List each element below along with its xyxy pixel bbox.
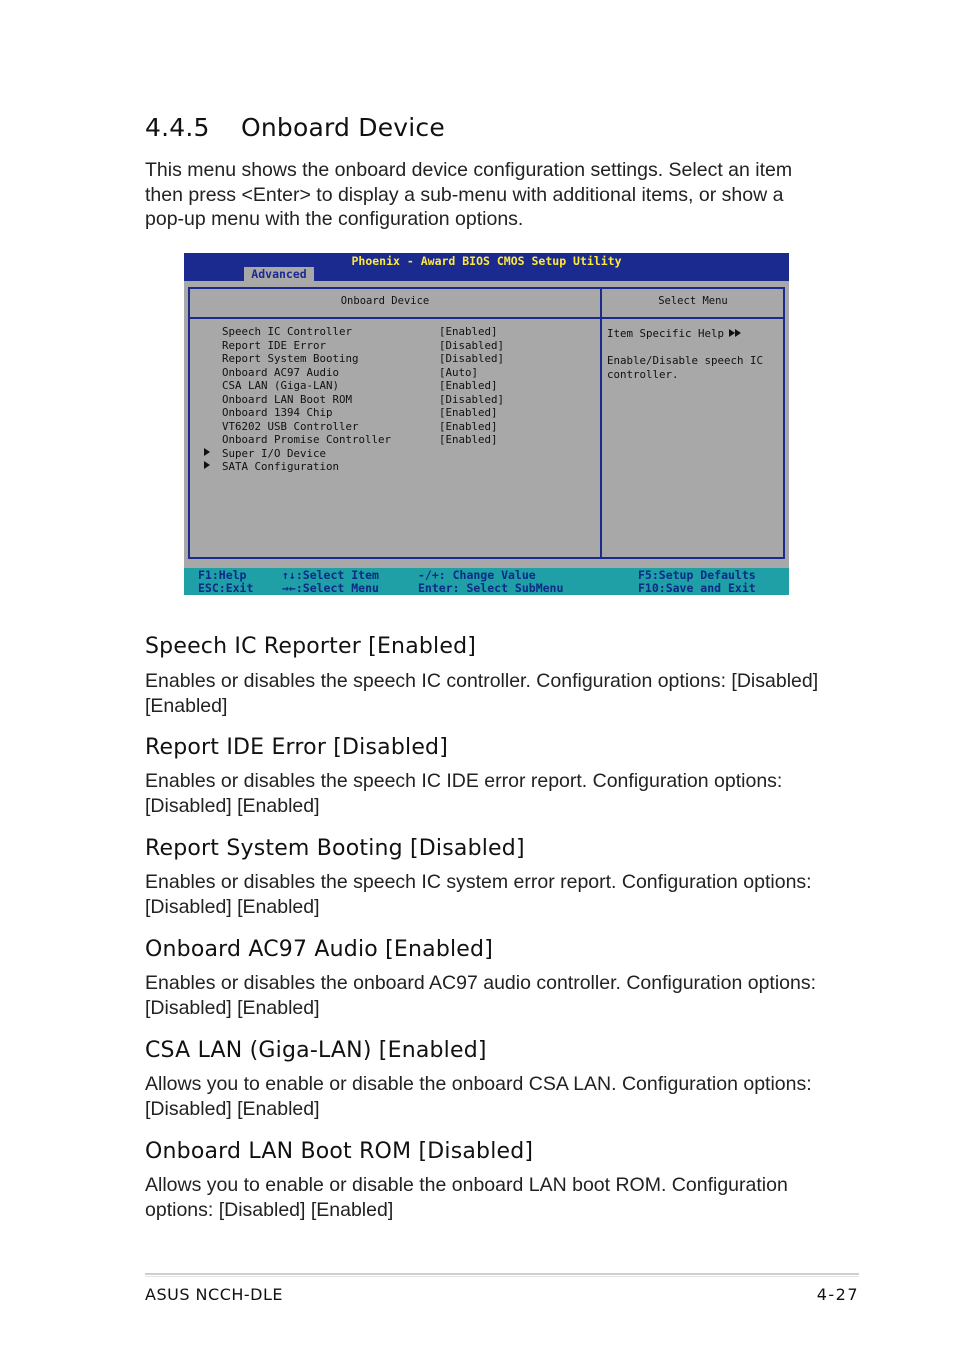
bios-item-label: Onboard LAN Boot ROM bbox=[222, 392, 353, 406]
key-select-submenu: Enter: Select SubMenu bbox=[418, 581, 564, 595]
bios-item-label: CSA LAN (Giga-LAN) bbox=[222, 379, 340, 392]
page-number: 4-27 bbox=[816, 1285, 859, 1304]
option-heading-lan-boot-rom: Onboard LAN Boot ROM [Disabled] bbox=[145, 1139, 534, 1164]
option-text-lan-boot-rom: Allows you to enable or disable the onboard LAN boot ROM. Configuration options: [Disabled] [Enabled] bbox=[145, 1174, 788, 1221]
bios-panel-divider bbox=[600, 289, 602, 557]
bios-item-speech-ic[interactable] bbox=[190, 325, 600, 339]
tab-advanced[interactable]: Advanced bbox=[244, 267, 314, 281]
key-select-item: ↑↓:Select Item bbox=[282, 568, 379, 582]
option-text-ac97: Enables or disables the onboard AC97 audio controller. Configuration options: [Disabled] [Enabled] bbox=[145, 972, 817, 1019]
section-title-text: Onboard Device bbox=[241, 113, 445, 142]
bios-item-sata-config[interactable] bbox=[190, 460, 600, 474]
bios-header-rule bbox=[190, 317, 783, 319]
bios-item-value[interactable]: [Disabled] bbox=[439, 352, 505, 365]
key-change-value: -/+: Change Value bbox=[418, 568, 536, 582]
option-heading-ac97: Onboard AC97 Audio [Enabled] bbox=[145, 937, 493, 962]
option-text-csa-lan: Allows you to enable or disable the onboard CSA LAN. Configuration options: [Disabled] [Enabled] bbox=[145, 1073, 812, 1120]
submenu-arrow-icon bbox=[204, 448, 210, 456]
bios-item-report-booting[interactable] bbox=[190, 352, 600, 366]
bios-item-1394[interactable] bbox=[190, 406, 600, 420]
bios-item-label: Report IDE Error bbox=[222, 338, 327, 352]
bios-item-promise[interactable] bbox=[190, 433, 600, 447]
option-heading-speech-ic: Speech IC Reporter [Enabled] bbox=[145, 634, 477, 659]
bios-item-value[interactable]: [Disabled] bbox=[439, 392, 505, 406]
bios-title-bar bbox=[184, 253, 789, 281]
bios-item-value[interactable]: [Disabled] bbox=[439, 338, 505, 352]
section-number: 4.4.5 bbox=[145, 113, 210, 142]
option-text-speech-ic: Enables or disables the speech IC controller. Configuration options: [Disabled] [Enabled] bbox=[145, 670, 819, 717]
bios-item-label: SATA Configuration bbox=[222, 460, 340, 473]
bios-key-legend bbox=[184, 568, 789, 595]
option-heading-report-ide: Report IDE Error [Disabled] bbox=[145, 735, 449, 760]
bios-item-lan-boot-rom[interactable] bbox=[190, 393, 600, 407]
bios-right-header: Select Menu bbox=[658, 295, 728, 307]
bios-item-label: Onboard 1394 Chip bbox=[222, 406, 333, 419]
help-title: Item Specific Help bbox=[607, 327, 725, 340]
bios-item-list bbox=[190, 325, 600, 474]
bios-left-header: Onboard Device bbox=[340, 295, 430, 307]
help-text: Enable/Disable speech IC controller. bbox=[607, 354, 764, 381]
bios-item-value[interactable]: [Enabled] bbox=[439, 406, 498, 419]
bios-item-ac97[interactable] bbox=[190, 366, 600, 380]
option-heading-csa-lan: CSA LAN (Giga-LAN) [Enabled] bbox=[145, 1038, 487, 1063]
bios-item-label: Onboard Promise Controller bbox=[222, 433, 392, 446]
option-text-report-ide: Enables or disables the speech IC IDE error report. Configuration options: [Disabled] [Enabled] bbox=[145, 770, 783, 817]
bios-item-label: VT6202 USB Controller bbox=[222, 419, 359, 433]
bios-item-csa-lan[interactable] bbox=[190, 379, 600, 393]
bios-title: Phoenix - Award BIOS CMOS Setup Utility bbox=[351, 254, 622, 268]
bios-item-value[interactable]: [Enabled] bbox=[439, 419, 498, 433]
key-f10-save-exit: F10:Save and Exit bbox=[638, 581, 756, 595]
key-f5-defaults: F5:Setup Defaults bbox=[638, 568, 756, 582]
section-intro: This menu shows the onboard device configuration settings. Select an item then press <Enter> to display a sub-menu with additional items, or show a pop-up menu with the configuration options. bbox=[145, 159, 793, 230]
footer-product: ASUS NCCH-DLE bbox=[145, 1285, 284, 1304]
bios-item-value[interactable]: [Enabled] bbox=[439, 325, 498, 338]
option-text-report-booting: Enables or disables the speech IC system error report. Configuration options: [Disabled] [Enabled] bbox=[145, 871, 812, 918]
key-esc-exit: ESC:Exit bbox=[198, 581, 254, 595]
bios-help-panel bbox=[607, 327, 782, 395]
key-f1-help: F1:Help bbox=[198, 568, 247, 582]
bios-item-value[interactable]: [Enabled] bbox=[439, 379, 498, 392]
bios-screenshot bbox=[184, 253, 789, 595]
bios-item-vt6202-usb[interactable] bbox=[190, 420, 600, 434]
key-select-menu: →←:Select Menu bbox=[282, 581, 379, 595]
bios-item-value[interactable]: [Auto] bbox=[439, 365, 479, 379]
footer-rule bbox=[145, 1273, 859, 1275]
section-title bbox=[145, 113, 445, 142]
bios-item-label: Super I/O Device bbox=[222, 446, 327, 460]
option-heading-report-booting: Report System Booting [Disabled] bbox=[145, 836, 525, 861]
double-arrow-icon bbox=[729, 327, 741, 341]
bios-item-super-io[interactable] bbox=[190, 447, 600, 461]
bios-item-label: Speech IC Controller bbox=[222, 325, 353, 338]
submenu-arrow-icon bbox=[204, 461, 210, 469]
bios-item-report-ide[interactable] bbox=[190, 339, 600, 353]
bios-item-label: Onboard AC97 Audio bbox=[222, 365, 340, 379]
bios-item-label: Report System Booting bbox=[222, 352, 359, 365]
bios-main-frame bbox=[188, 287, 785, 559]
bios-item-value[interactable]: [Enabled] bbox=[439, 433, 498, 446]
footer-rule-secondary bbox=[145, 1276, 859, 1277]
